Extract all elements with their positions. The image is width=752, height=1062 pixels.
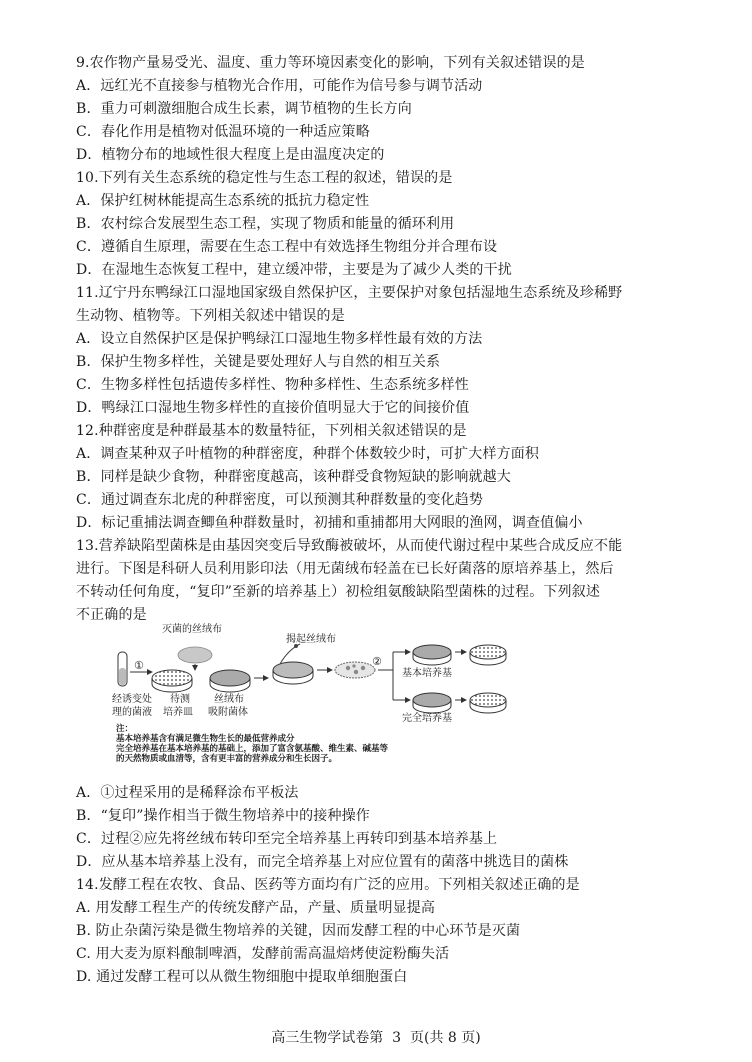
text-line: A．设立自然保护区是保护鸭绿江口湿地生物多样性最有效的方法 xyxy=(76,331,483,347)
text-line: C．过程②应先将丝绒布转印至完全培养基上再转印到基本培养基上 xyxy=(76,831,498,847)
text-line: B．同样是缺少食物，种群密度越高，该种群受食物短缺的影响就越大 xyxy=(76,469,511,485)
text-line: B．重力可刺激细胞合成生长素，调节植物的生长方向 xyxy=(76,101,412,117)
text-line: C．遵循自生原理，需要在生态工程中有效选择生物组分并合理布设 xyxy=(76,239,498,255)
test-tube-icon xyxy=(118,652,127,686)
note-line-2: 完全培养基在基本培养基的基础上，添加了富含氨基酸、维生素、碱基等 xyxy=(116,744,389,754)
step2-marker: ② xyxy=(372,655,382,668)
page-footer xyxy=(0,1028,752,1048)
basic-medium-label: 基本培养基 xyxy=(402,668,452,679)
basic-medium-result-icon xyxy=(470,645,506,665)
lift-label: 揭起丝绒布 xyxy=(286,634,336,645)
text-line: B. 防止杂菌污染是微生物培养的关键，因而发酵工程的中心环节是灭菌 xyxy=(76,923,521,939)
tube-label-1: 经诱变处 xyxy=(112,694,152,705)
footer-space-1 xyxy=(383,1030,392,1046)
note-line-3: 的天然物质或血清等，含有更丰富的营养成分和生长因子。 xyxy=(116,754,338,764)
tube-label-2: 理的菌液 xyxy=(112,707,152,718)
text-line: C．生物多样性包括遗传多样性、物种多样性、生态系统多样性 xyxy=(76,377,469,393)
footer-page-number: 3 xyxy=(392,1030,402,1046)
text-line: 生动物、植物等。下列相关叙述中错误的是 xyxy=(76,308,345,324)
dish-label-2: 培养皿 xyxy=(163,707,193,718)
text-line: C．通过调查东北虎的种群密度，可以预测其种群数量的变化趋势 xyxy=(76,492,484,508)
text-line: D．鸭绿江口湿地生物多样性的直接价值明显大于它的间接价值 xyxy=(76,400,470,416)
text-line: C．春化作用是植物对低温环境的一种适应策略 xyxy=(76,124,370,140)
text-line: 进行。下图是科研人员利用影印法（用无菌绒布轻盖在已长好菌落的原培养基上，然后 xyxy=(76,561,614,577)
complete-medium-label: 完全培养基 xyxy=(402,713,452,724)
velvet-dish-icon xyxy=(210,670,250,692)
text-line: C. 用大麦为原料酿制啤酒，发酵前需高温焙烤使淀粉酶失活 xyxy=(76,946,450,962)
velvet-label-1: 丝绒布 xyxy=(214,694,244,705)
replica-plating-diagram xyxy=(110,622,510,772)
dish-label-1: 待测 xyxy=(170,694,190,705)
cloth-label: 灭菌的丝绒布 xyxy=(162,624,222,635)
text-line: B．农村综合发展型生态工程，实现了物质和能量的循环利用 xyxy=(76,216,455,232)
text-line: 14.发酵工程在农牧、食品、医药等方面均有广泛的应用。下列相关叙述正确的是 xyxy=(76,877,580,893)
velvet-label-2: 吸附菌体 xyxy=(208,707,248,718)
text-line: 11.辽宁丹东鸭绿江口湿地国家级自然保护区，主要保护对象包括湿地生态系统及珍稀野 xyxy=(76,285,623,301)
velvet-imprint-icon xyxy=(335,662,375,678)
note-title: 注： xyxy=(116,724,134,734)
text-line: 不转动任何角度，“复印”至新的培养基上）初检组氨酸缺陷型菌株的过程。下列叙述 xyxy=(76,584,601,600)
text-line: 9.农作物产量易受光、温度、重力等环境因素变化的影响，下列有关叙述错误的是 xyxy=(76,55,585,71)
footer-space-2 xyxy=(401,1030,410,1046)
text-line: D．植物分布的地域性很大程度上是由温度决定的 xyxy=(76,147,385,163)
velvet-cloth-icon xyxy=(178,647,212,663)
text-line: B．保护生物多样性，关键是要处理好人与自然的相互关系 xyxy=(76,354,441,370)
footer-page-suffix: 页(共 8 页) xyxy=(410,1030,481,1046)
complete-medium-result-icon xyxy=(470,693,506,713)
test-dish-icon xyxy=(152,670,192,692)
lift-dish-icon xyxy=(273,644,313,684)
text-line: A. 用发酵工程生产的传统发酵产品，产量、质量明显提高 xyxy=(76,900,436,916)
text-line: D. 通过发酵工程可以从微生物细胞中提取单细胞蛋白 xyxy=(76,969,408,985)
note-line-1: 基本培养基含有满足微生物生长的最低营养成分 xyxy=(116,734,295,744)
text-line: A．①过程采用的是稀释涂布平板法 xyxy=(76,785,299,801)
text-line: A．保护红树林能提高生态系统的抵抗力稳定性 xyxy=(76,193,370,209)
text-line: A．远红光不直接参与植物光合作用，可能作为信号参与调节活动 xyxy=(76,78,483,94)
complete-medium-dish-icon xyxy=(413,693,451,713)
text-line: 13.营养缺陷型菌株是由基因突变后导致酶被破坏，从而使代谢过程中某些合成反应不能 xyxy=(76,538,623,554)
text-line: 不正确的是 xyxy=(76,607,147,623)
text-line: A．调查某种双子叶植物的种群密度，种群个体数较少时，可扩大样方面积 xyxy=(76,446,540,462)
step1-marker: ① xyxy=(134,659,144,672)
footer-title: 高三生物学试卷第 xyxy=(271,1030,384,1046)
text-line: D．应从基本培养基上没有，而完全培养基上对应位置有的菌落中挑选目的菌株 xyxy=(76,854,569,870)
text-line: 12.种群密度是种群最基本的数量特征，下列相关叙述错误的是 xyxy=(76,423,467,439)
text-line: B．“复印”操作相当于微生物培养中的接种操作 xyxy=(76,808,370,824)
text-line: D．标记重捕法调查鲫鱼种群数量时，初捕和重捕都用大网眼的渔网，调查值偏小 xyxy=(76,515,583,531)
text-line: D．在湿地生态恢复工程中，建立缓冲带，主要是为了减少人类的干扰 xyxy=(76,262,512,278)
basic-medium-dish-icon xyxy=(413,645,451,665)
text-line: 10.下列有关生态系统的稳定性与生态工程的叙述，错误的是 xyxy=(76,170,453,186)
